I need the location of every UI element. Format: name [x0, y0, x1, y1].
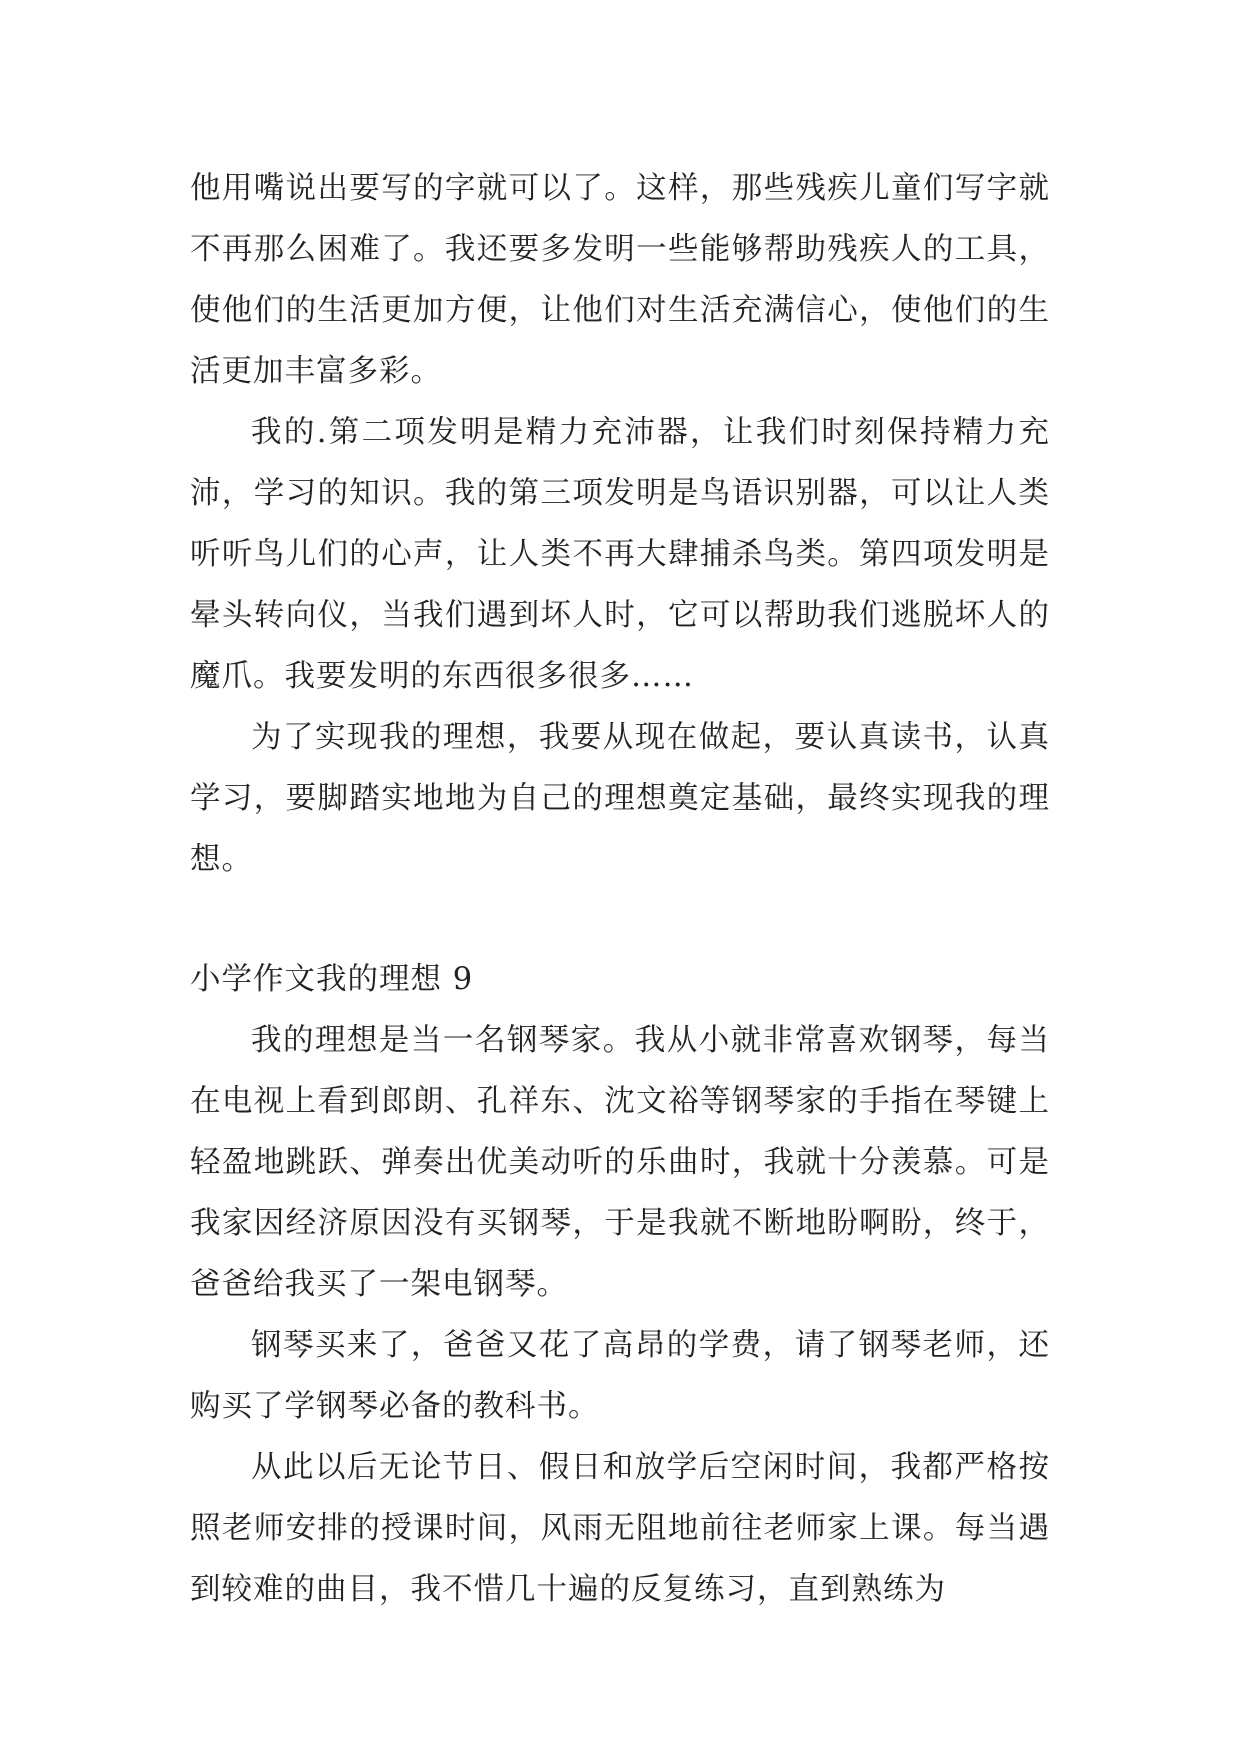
- section-spacer: [190, 890, 1050, 949]
- paragraph: 从此以后无论节日、假日和放学后空闲时间，我都严格按照老师安排的授课时间，风雨无阻地前往老师家上课。每当遇到较难的曲目，我不惜几十遍的反复练习，直到熟练为: [190, 1450, 1050, 1607]
- paragraph: 我的理想是当一名钢琴家。我从小就非常喜欢钢琴，每当在电视上看到郎朗、孔祥东、沈文裕等钢琴家的手指在琴键上轻盈地跳跃、弹奏出优美动听的乐曲时，我就十分羡慕。可是我家因经济原因没有买钢琴，于是我就不断地盼啊盼，终于，爸爸给我买了一架电钢琴。: [190, 1023, 1050, 1302]
- section-title: 小学作文我的理想 9: [190, 962, 474, 997]
- document-body: [190, 158, 1050, 1620]
- paragraph: 为了实现我的理想，我要从现在做起，要认真读书，认真学习，要脚踏实地地为自己的理想奠定基础，最终实现我的理想。: [190, 720, 1050, 877]
- paragraph: 我的.第二项发明是精力充沛器，让我们时刻保持精力充沛，学习的知识。我的第三项发明是鸟语识别器，可以让人类听听鸟儿们的心声，让人类不再大肆捕杀鸟类。第四项发明是晕头转向仪，当我们遇到坏人时，它可以帮助我们逃脱坏人的魔爪。我要发明的东西很多很多……: [190, 415, 1050, 694]
- paragraph: 钢琴买来了，爸爸又花了高昂的学费，请了钢琴老师，还购买了学钢琴必备的教科书。: [190, 1328, 1050, 1424]
- paragraph-continued: 他用嘴说出要写的字就可以了。这样，那些残疾儿童们写字就不再那么困难了。我还要多发明一些能够帮助残疾人的工具，使他们的生活更加方便，让他们对生活充满信心，使他们的生活更加丰富多彩。: [190, 171, 1050, 389]
